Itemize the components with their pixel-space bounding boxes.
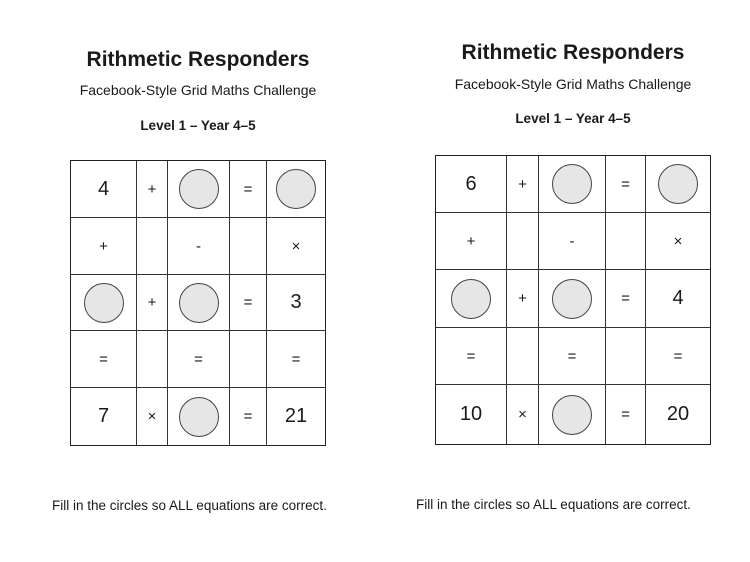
- grid-operator: =: [621, 406, 630, 423]
- grid-number: 10: [459, 403, 483, 425]
- grid-cell: [507, 156, 539, 213]
- answer-circle[interactable]: [552, 164, 592, 204]
- grid-cell[interactable]: [539, 270, 606, 328]
- grid-number: 21: [284, 405, 308, 427]
- grid-operator: =: [673, 347, 683, 365]
- grid-cell[interactable]: [267, 161, 325, 218]
- grid-number: 3: [290, 291, 302, 313]
- grid-cell: [267, 275, 325, 331]
- grid-cell[interactable]: [168, 161, 230, 218]
- level-label: Level 1 – Year 4–5: [515, 111, 631, 126]
- grid-cell: [71, 161, 137, 218]
- grid-operator: ×: [291, 237, 301, 255]
- answer-circle[interactable]: [658, 164, 698, 204]
- worksheet-subtitle: Facebook-Style Grid Maths Challenge: [79, 82, 317, 98]
- grid-cell: [539, 328, 606, 385]
- grid-number: 4: [672, 287, 684, 309]
- answer-circle[interactable]: [552, 279, 592, 319]
- grid-operator: +: [99, 237, 108, 255]
- grid-operator: +: [518, 175, 527, 193]
- grid-cell: [436, 213, 507, 270]
- grid-cell: [230, 331, 267, 388]
- answer-circle[interactable]: [451, 279, 491, 319]
- grid-cell: [71, 331, 137, 388]
- grid-cell[interactable]: [646, 156, 710, 213]
- grid-cell: [507, 385, 539, 444]
- grid-cell: [507, 213, 539, 270]
- worksheet-title: Rithmetic Responders: [86, 48, 310, 71]
- grid-cell: [507, 270, 539, 328]
- grid-cell: [606, 385, 646, 444]
- grid-operator: -: [569, 232, 575, 250]
- grid-cell: [436, 385, 507, 444]
- instructions: Fill in the circles so ALL equations are correct.: [52, 498, 327, 513]
- grid-cell: [646, 328, 710, 385]
- grid-cell: [507, 328, 539, 385]
- answer-circle[interactable]: [552, 395, 592, 435]
- grid-operator: =: [621, 175, 630, 193]
- grid-cell: [230, 275, 267, 331]
- grid-cell: [230, 161, 267, 218]
- grid-cell: [168, 331, 230, 388]
- puzzle-grid: [70, 160, 326, 446]
- grid-number: 6: [465, 172, 477, 195]
- grid-cell: [646, 213, 710, 270]
- grid-cell: [168, 218, 230, 275]
- grid-cell[interactable]: [539, 385, 606, 444]
- answer-circle[interactable]: [179, 283, 219, 323]
- grid-operator: =: [99, 350, 108, 368]
- grid-cell[interactable]: [168, 275, 230, 331]
- answer-circle[interactable]: [179, 397, 219, 437]
- grid-operator: +: [147, 294, 157, 311]
- grid-cell: [71, 388, 137, 445]
- grid-operator: ×: [147, 408, 157, 425]
- grid-operator: =: [243, 294, 253, 311]
- grid-operator: =: [567, 347, 577, 365]
- grid-operator: ×: [518, 406, 527, 423]
- worksheet-subtitle: Facebook-Style Grid Maths Challenge: [454, 76, 692, 92]
- grid-cell: [230, 388, 267, 445]
- grid-cell: [436, 156, 507, 213]
- grid-operator: =: [243, 180, 253, 198]
- grid-cell: [137, 331, 168, 388]
- grid-cell: [606, 328, 646, 385]
- grid-cell: [230, 218, 267, 275]
- grid-cell[interactable]: [436, 270, 507, 328]
- grid-operator: =: [194, 350, 203, 368]
- grid-operator: +: [518, 290, 527, 307]
- instructions: Fill in the circles so ALL equations are correct.: [416, 497, 691, 512]
- grid-cell: [267, 331, 325, 388]
- grid-cell: [267, 388, 325, 445]
- worksheet-title: Rithmetic Responders: [461, 41, 685, 64]
- grid-cell: [606, 213, 646, 270]
- grid-cell: [137, 218, 168, 275]
- level-label: Level 1 – Year 4–5: [140, 118, 256, 133]
- puzzle-grid: [435, 155, 711, 445]
- grid-cell: [137, 275, 168, 331]
- grid-operator: =: [466, 347, 476, 365]
- answer-circle[interactable]: [84, 283, 124, 323]
- grid-cell: [606, 270, 646, 328]
- grid-operator: ×: [673, 232, 683, 250]
- answer-circle[interactable]: [179, 169, 219, 209]
- grid-number: 7: [97, 405, 110, 427]
- grid-cell: [137, 161, 168, 218]
- grid-cell[interactable]: [539, 156, 606, 213]
- grid-cell: [436, 328, 507, 385]
- grid-cell: [539, 213, 606, 270]
- grid-cell: [137, 388, 168, 445]
- grid-cell[interactable]: [168, 388, 230, 445]
- grid-cell[interactable]: [71, 275, 137, 331]
- grid-cell: [606, 156, 646, 213]
- grid-operator: =: [243, 408, 253, 425]
- grid-operator: -: [196, 237, 201, 255]
- grid-operator: =: [621, 290, 630, 307]
- grid-cell: [267, 218, 325, 275]
- grid-cell: [646, 385, 710, 444]
- grid-operator: =: [291, 350, 301, 368]
- grid-operator: +: [466, 232, 476, 250]
- grid-number: 20: [666, 403, 690, 425]
- answer-circle[interactable]: [276, 169, 316, 209]
- grid-operator: +: [147, 180, 157, 198]
- grid-cell: [646, 270, 710, 328]
- grid-number: 4: [97, 177, 110, 200]
- grid-cell: [71, 218, 137, 275]
